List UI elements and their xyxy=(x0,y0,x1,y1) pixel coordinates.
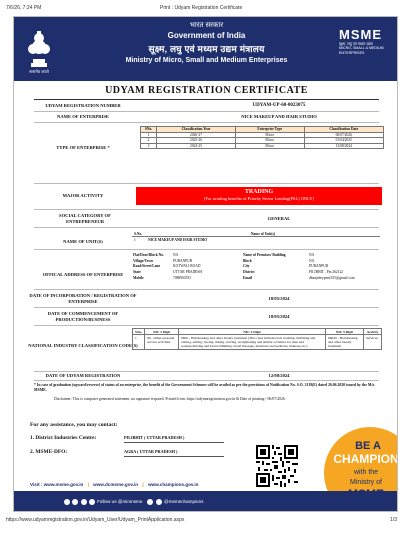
col-header: SNo. xyxy=(133,329,145,335)
enterprise-name-value: NICE MAKEUP AND HAIR STUDIO xyxy=(241,114,317,119)
divider xyxy=(34,307,379,308)
msme-logo xyxy=(339,27,389,67)
nic-table xyxy=(132,328,382,350)
col-header: Activity xyxy=(364,329,382,335)
table-row xyxy=(141,143,384,149)
social-category-label: SOCIAL CATEGORY OF ENTREPRENEUR xyxy=(59,213,111,224)
col-header: Name of Unit(s) xyxy=(146,231,380,237)
divider xyxy=(124,442,224,443)
koo-icon[interactable] xyxy=(156,499,162,505)
table-cell: 2024-25 xyxy=(157,143,236,149)
address-value: NA xyxy=(309,258,315,263)
address-value: dbanjabeyperrt555@gmail.com xyxy=(309,276,355,281)
units-label: NAME OF UNIT(S) xyxy=(63,239,103,244)
title-divider xyxy=(34,99,379,100)
table-cell: 1 xyxy=(133,335,145,350)
instagram-icon[interactable] xyxy=(81,499,87,505)
address-key: Village/Town xyxy=(133,258,154,263)
address-key: District xyxy=(243,270,255,275)
site-link-dcmsme[interactable]: www.dcmsme.gov.in xyxy=(93,482,139,487)
address-value: NA xyxy=(173,252,179,257)
ministry-english: Ministry of Micro, Small and Medium Enterprises xyxy=(125,57,288,64)
graduation-note: * In case of graduation (upward/reverse) of status of an enterprise, the benefit of the Government Schemes will be availed as per the provisions of Notification No. S.O. 2119(E) dated 26.06.2020 issued by the M/o MSME. xyxy=(34,383,375,392)
twitter-icon[interactable] xyxy=(72,499,78,505)
col-header: SNo. xyxy=(141,127,157,133)
print-datetime: 7/6/26, 7:24 PM xyxy=(6,5,42,11)
enterprise-type-table xyxy=(140,126,384,149)
certificate-title: UDYAM REGISTRATION CERTIFICATE xyxy=(105,85,308,96)
table-cell: Micro xyxy=(236,132,304,138)
champions-line-2: CHAMPION xyxy=(333,452,399,466)
enterprise-type-label: TYPE OF ENTERPRISE * xyxy=(56,145,110,150)
print-page-number: 1/3 xyxy=(390,517,397,523)
commencement-date-value: 18/05/2024 xyxy=(268,314,290,319)
col-header: NIC 4 Digit xyxy=(179,329,326,335)
table-cell: 06/07/2026 xyxy=(304,132,383,138)
divider xyxy=(34,325,379,326)
msme-logo-sub-hi: सूक्ष्म, लघु एवं मध्यम उद्यम xyxy=(339,42,373,46)
col-header: NIC 5 Digit xyxy=(326,329,364,335)
national-emblem-icon xyxy=(22,23,56,75)
government-heading xyxy=(74,21,339,64)
address-key: Mobile xyxy=(133,276,144,281)
divider xyxy=(34,249,379,250)
address-value: UTTAR PRADESH xyxy=(173,270,202,275)
dfo-value: AGRA ( UTTAR PRADESH ) xyxy=(124,449,178,454)
visit-label: Visit : xyxy=(30,482,43,487)
champions-handle: @msmechampions xyxy=(164,499,204,505)
table-cell: Micro xyxy=(236,143,304,149)
facebook-icon[interactable] xyxy=(64,499,70,505)
table-row xyxy=(132,237,380,243)
nic-label: NATIONAL INDUSTRY CLASSIFICATION CODE(S) xyxy=(28,343,138,348)
champions-line-3: with the xyxy=(353,469,379,476)
address-key: Block xyxy=(243,258,252,263)
divider xyxy=(34,122,379,123)
incorporation-date-value: 18/05/2024 xyxy=(268,296,290,301)
office-address-label: OFFICAL ADDRESS OF ENTERPRISE xyxy=(42,272,124,277)
social-category-value: GENERAL xyxy=(267,216,291,221)
address-key: City xyxy=(243,264,250,269)
champions-line-1: BE A xyxy=(355,440,381,452)
gov-hindi: भारत सरकार xyxy=(189,22,224,29)
reg-no-label: UDYAM REGISTRATION NUMBER xyxy=(45,103,121,108)
incorporation-date-label: DATE OF INCORPORATION / REGISTRATION OF ENTERPRISE xyxy=(29,293,137,304)
table-row xyxy=(133,335,382,350)
trading-note: [For availing benefits of Priority Sector Lending(PSL) ONLY] xyxy=(204,196,314,201)
follow-us xyxy=(64,499,203,505)
dic-value: PILIBHIT ( UTTAR PRADESH ) xyxy=(124,435,185,440)
table-cell: 12/08/2024 xyxy=(304,143,383,149)
table-cell: 96 - Other personal service activities xyxy=(145,335,179,350)
col-header: Classification Year xyxy=(157,127,236,133)
divider xyxy=(34,289,379,290)
dic-label: 1. District Industries Centre: xyxy=(30,435,97,441)
address-value: 7088903553 xyxy=(173,276,191,281)
gov-english: Government of India xyxy=(167,31,246,40)
table-cell: Micro xyxy=(236,138,304,144)
msme-logo-sub-en: MICRO, SMALL & MEDIUM ENTERPRISES xyxy=(339,46,384,55)
divider xyxy=(124,456,224,457)
table-cell: 2025-26 xyxy=(157,138,236,144)
svg-text:सत्यमेव जयते: सत्यमेव जयते xyxy=(29,69,49,74)
enterprise-name-label: NAME OF ENTERPRISE xyxy=(57,114,109,119)
certificate xyxy=(13,16,398,512)
table-row xyxy=(132,275,380,281)
udyam-date-value: 12/08/2024 xyxy=(268,373,290,378)
table-cell: 1 xyxy=(141,132,157,138)
address-key: State xyxy=(133,270,141,275)
header-banner xyxy=(14,17,398,81)
champions-line-4: Ministry of xyxy=(350,479,382,486)
youtube-icon[interactable] xyxy=(89,499,95,505)
address-key: Email xyxy=(243,276,253,281)
table-cell: NICE MAKEUP AND HAIR STUDIO xyxy=(148,237,208,242)
table-cell: 96020 - Hairdressing and other beauty treatment xyxy=(326,335,364,350)
col-header: Classification Date xyxy=(304,127,383,133)
divider xyxy=(34,183,379,184)
trading-label: TRADING xyxy=(244,189,274,195)
table-cell: 9602 - Hairdressing and other beauty treatment (This class includes hair washing, trimming and cutting, setting, dyeing, tinting, waving, straightening and similar activities for men and women,shaving and beard trimming, facial massage, manicure and pedicure, makeup etc.) xyxy=(179,335,326,350)
divider xyxy=(34,111,379,112)
footer-bar xyxy=(14,491,398,512)
address-value: PILIBHIT , Pin 262122 xyxy=(309,270,344,275)
msme-logo-word: MSME xyxy=(339,27,382,42)
commencement-date-label: DATE OF COMMENCEMENT OF PRODUCTION/BUSINESS xyxy=(47,311,119,322)
reg-no-value: UDYAM-UP-60-0023075 xyxy=(252,103,306,108)
site-link-champions[interactable]: www.champions.gov.in xyxy=(147,482,199,487)
follow-handle: Follow us @minmsme xyxy=(97,499,143,505)
divider xyxy=(34,380,379,381)
table-cell: 01/04/2025 xyxy=(304,138,383,144)
trading-box xyxy=(136,187,382,205)
units-table xyxy=(132,231,380,242)
table-cell: Services xyxy=(364,335,382,350)
address-table xyxy=(132,252,380,281)
divider xyxy=(34,227,379,228)
col-header: S.No. xyxy=(132,231,146,237)
col-header: NIC 2 Digit xyxy=(145,329,179,335)
table-cell: 2026-27 xyxy=(157,132,236,138)
address-key: Name of Premises/ Building xyxy=(243,252,286,257)
dfo-label: 2. MSME-DFO: xyxy=(30,449,68,455)
address-value: PURANPUR xyxy=(309,264,329,269)
divider xyxy=(34,371,379,372)
address-key: Flat/Door/Block No. xyxy=(133,252,164,257)
print-url: https://www.udyamregistration.gov.in/Udyam_User/Udyam_PrintApplication.aspx xyxy=(6,517,185,523)
col-header: Enterprise Type xyxy=(236,127,304,133)
udyam-date-label: DATE OF UDYAM REGISTRATION xyxy=(45,373,121,378)
disclaimer: Disclaimer: This is computer generated statement, no signature required. Printed from: https://udyamregistration.gov.in & Date of printing:- 06/07/2026 xyxy=(54,397,285,401)
print-page-title: Print : Udyam Registration Certificate xyxy=(160,5,243,11)
visit-links: Visit : www.msme.gov.in | www.dcmsme.gov.in | www.champions.gov.in xyxy=(30,482,199,487)
table-cell: 3 xyxy=(141,143,157,149)
linkedin-icon[interactable] xyxy=(147,499,153,505)
site-link-msme[interactable]: www.msme.gov.in xyxy=(43,482,84,487)
address-value: NA xyxy=(309,252,315,257)
print-header xyxy=(0,0,411,16)
print-footer xyxy=(0,515,411,527)
table-cell: 2 xyxy=(141,138,157,144)
ministry-hindi: सूक्ष्म, लघु एवं मध्यम उद्यम मंत्रालय xyxy=(148,44,265,54)
address-key: Road/Street/Lane xyxy=(133,264,161,269)
major-activity-label: MAJOR ACTIVITY xyxy=(62,193,104,198)
address-value: PURANPUR xyxy=(173,258,193,263)
address-value: KOTWALI ROAD xyxy=(173,264,201,269)
table-cell: 1 xyxy=(134,237,136,242)
assistance-heading: For any assistance, you may contact: xyxy=(30,422,118,428)
divider xyxy=(34,209,379,210)
